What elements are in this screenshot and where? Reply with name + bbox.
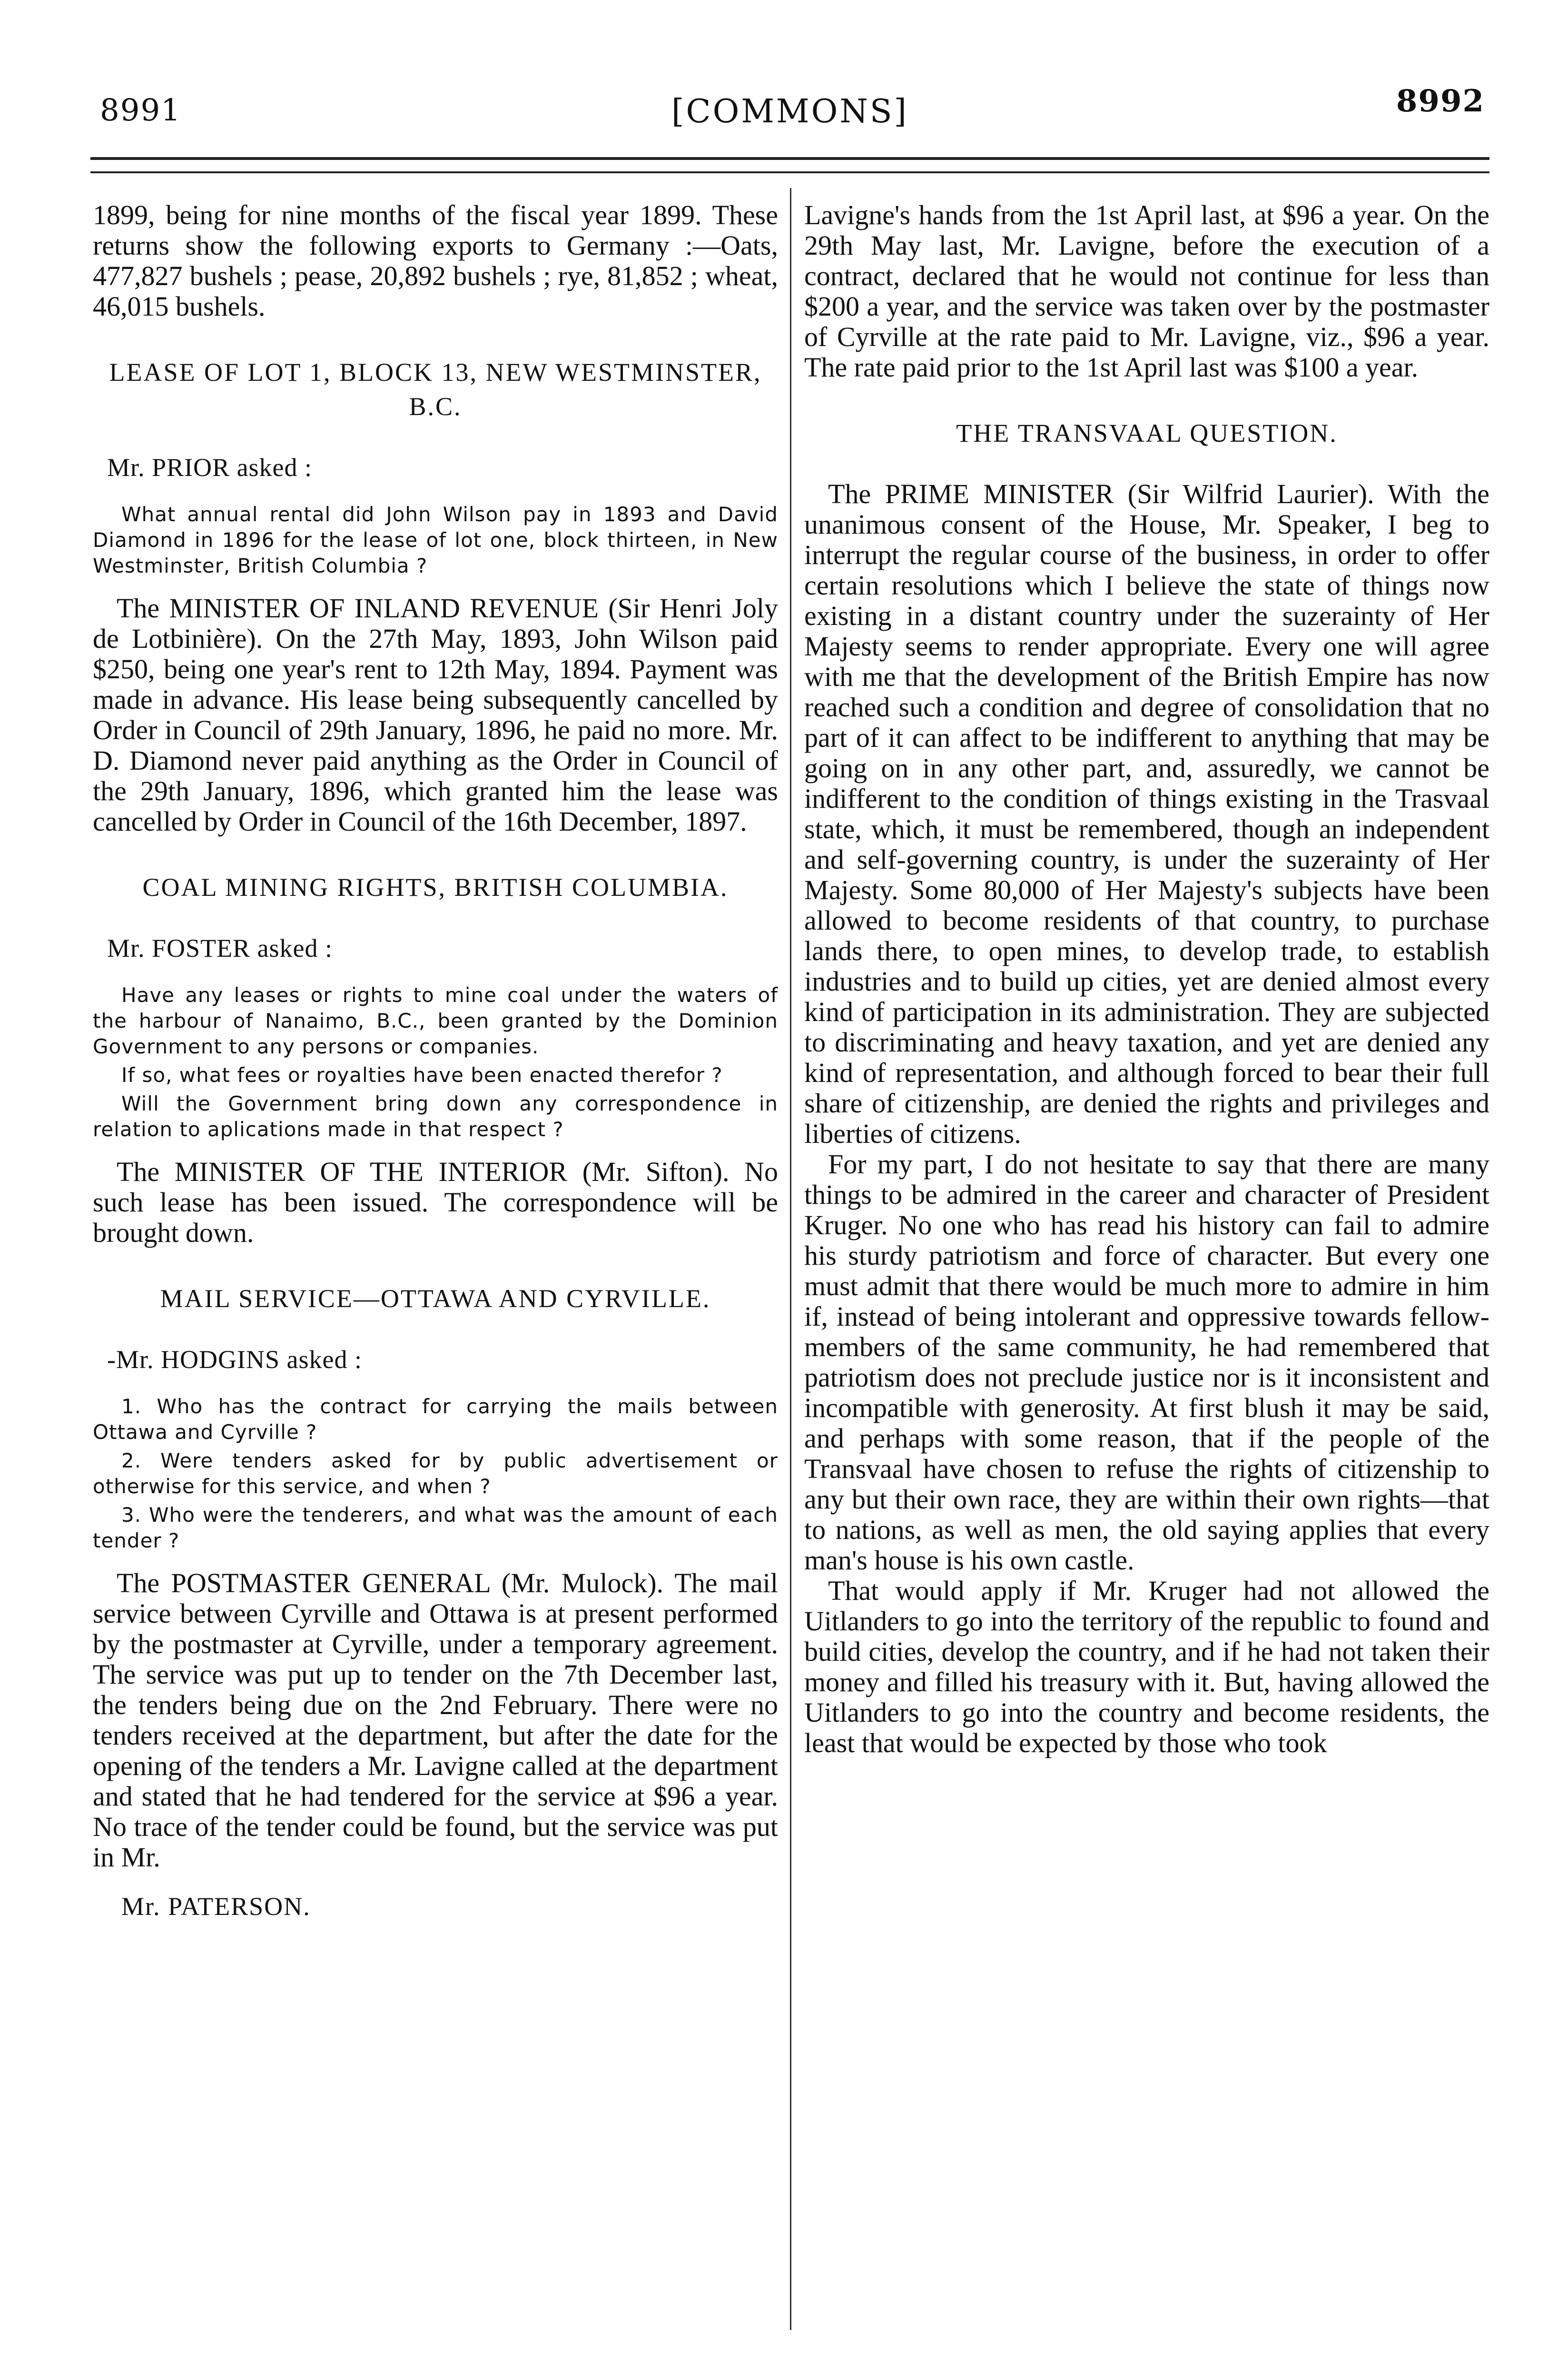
heading-transvaal: THE TRANSVAAL QUESTION. bbox=[956, 419, 1338, 447]
heading-lease: LEASE OF LOT 1, BLOCK 13, NEW WESTMINSTER, B.C. bbox=[109, 358, 762, 421]
left-column bbox=[93, 200, 778, 1921]
question-foster-2: If so, what fees or royalties have been enacted therefor ? bbox=[121, 1063, 723, 1087]
page-header bbox=[95, 83, 1485, 150]
answer-postmaster-general: The POSTMASTER GENERAL (Mr. Mulock). The mail service between Cyrville and Ottawa is at present performed by the postmaster at Cyrville, under a temporary agreement. The service was put up to tender on the 7th December last, the tenders being due on the 2nd February. There were no tenders received at the department, but after the date for the opening of the tenders a Mr. Lavigne called at the department and stated that he had tendered for the service at $96 a year. No trace of the tender could be found, but the service was put in Mr. bbox=[93, 1567, 778, 1873]
heading-mail-service: MAIL SERVICE—OTTAWA AND CYRVILLE. bbox=[160, 1284, 711, 1313]
header-rule-thin bbox=[90, 171, 1489, 173]
answer-interior: The MINISTER OF THE INTERIOR (Mr. Sifton). No such lease has been issued. The correspondence will be brought down. bbox=[93, 1156, 778, 1248]
footer-signature: Mr. PATERSON. bbox=[121, 1892, 311, 1921]
question-prior: What annual rental did John Wilson pay in 1893 and David Diamond in 1896 for the lease of lot one, block thirteen, in New Westminster, British Columbia ? bbox=[93, 503, 778, 577]
answer-inland-revenue: The MINISTER OF INLAND REVENUE (Sir Henri Joly de Lotbinière). On the 27th May, 1893, John Wilson paid $250, being one year's rent to 12th May, 1894. Payment was made in advance. His lease being subsequently cancelled by Order in Council of 29th January, 1896, he paid no more. Mr. D. Diamond never paid anything as the Order in Council of the 29th January, 1896, which granted him the lease was cancelled by Order in Council of the 16th December, 1897. bbox=[93, 593, 778, 837]
uitlanders-paragraph: That would apply if Mr. Kruger had not allowed the Uitlanders to go into the territory of the republic to found and build cities, develop the country, and if he had not taken their money and filled his treasury with it. But, having allowed the Uitlanders to go into the country and become residents, the least that would be expected by those who took bbox=[804, 1575, 1489, 1758]
heading-coal-mining: COAL MINING RIGHTS, BRITISH COLUMBIA. bbox=[142, 873, 729, 902]
continued-paragraph: Lavigne's hands from the 1st April last, at $96 a year. On the 29th May last, Mr. Lavigne, before the execution of a contract, declared that he would not continue for less than $200 a year, and the service was taken over by the postmaster of Cyrville at the rate paid to Mr. Lavigne, viz., $96 a year. The rate paid prior to the 1st April last was $100 a year. bbox=[804, 199, 1489, 383]
kruger-paragraph: For my part, I do not hesitate to say that there are many things to be admired in the career and character of President Kruger. No one who has read his history can fail to admire his sturdy patriotism and force of character. But every one must admit that there would be much more to admire in him if, instead of being intolerant and oppressive towards fellow-members of the same community, he had remembered that patriotism does not preclude justice nor is it inconsistent and incompatible with generosity. At first blush it may be said, and perhaps with some reason, that if the people of the Transvaal have chosen to refuse the rights of citizenship to any but their own race, they are within their own rights—that to nations, as well as men, the old saying applies that every man's house is his own castle. bbox=[804, 1149, 1489, 1576]
question-hodgins-2: 2. Were tenders asked for by public advertisement or otherwise for this service, and when ? bbox=[93, 1449, 778, 1498]
asked-prior: Mr. PRIOR asked : bbox=[107, 453, 313, 482]
left-page-number: 8991 bbox=[100, 93, 181, 128]
question-hodgins-1: 1. Who has the contract for carrying the mails between Ottawa and Cyrville ? bbox=[93, 1395, 778, 1444]
right-page-number: 8992 bbox=[1396, 83, 1485, 119]
asked-foster: Mr. FOSTER asked : bbox=[107, 934, 333, 962]
asked-hodgins: -Mr. HODGINS asked : bbox=[107, 1345, 362, 1374]
prime-minister-paragraph: The PRIME MINISTER (Sir Wilfrid Laurier). With the unanimous consent of the House, Mr. Speaker, I beg to interrupt the regular course of the business, in order to offer certain resolutions which I believe the state of things now existing in a distant country under the suzerainty of Her Majesty seems to render appropriate. Every one will agree with me that the development of the British Empire has now reached such a condition and degree of consolidation that no part of it can affect to be indifferent to anything that may be going on in any other part, and, assuredly, we cannot be indifferent to the condition of things existing in the Trasvaal state, which, it must be remembered, though an independent and self-governing country, is under the suzerainty of Her Majesty. Some 80,000 of Her Majesty's subjects have been allowed to become residents of that country, to purchase lands there, to open mines, to develop trade, to establish industries and to build up cities, yet are denied almost every kind of participation in its administration. They are subjected to discriminating and heavy taxation, and yet are denied any kind of representation, and although forced to bear their full share of citizenship, are denied the rights and privileges and liberties of citizens. bbox=[804, 478, 1489, 1149]
question-foster-3: Will the Government bring down any correspondence in relation to aplications made in that respect ? bbox=[93, 1092, 778, 1141]
intro-paragraph: 1899, being for nine months of the fiscal year 1899. These returns show the following exports to Germany :—Oats, 477,827 bushels ; pease, 20,892 bushels ; rye, 81,852 ; wheat, 46,015 bushels. bbox=[93, 199, 778, 322]
column-divider bbox=[790, 188, 791, 2330]
question-foster-1: Have any leases or rights to mine coal under the waters of the harbour of Nanaimo, B.C., been granted by the Dominion Government to any persons or companies. bbox=[93, 983, 778, 1058]
right-column bbox=[804, 200, 1489, 1758]
question-hodgins-3: 3. Who were the tenderers, and what was the amount of each tender ? bbox=[93, 1503, 778, 1552]
running-title: [COMMONS] bbox=[671, 93, 908, 130]
header-rule-thick bbox=[90, 157, 1489, 160]
